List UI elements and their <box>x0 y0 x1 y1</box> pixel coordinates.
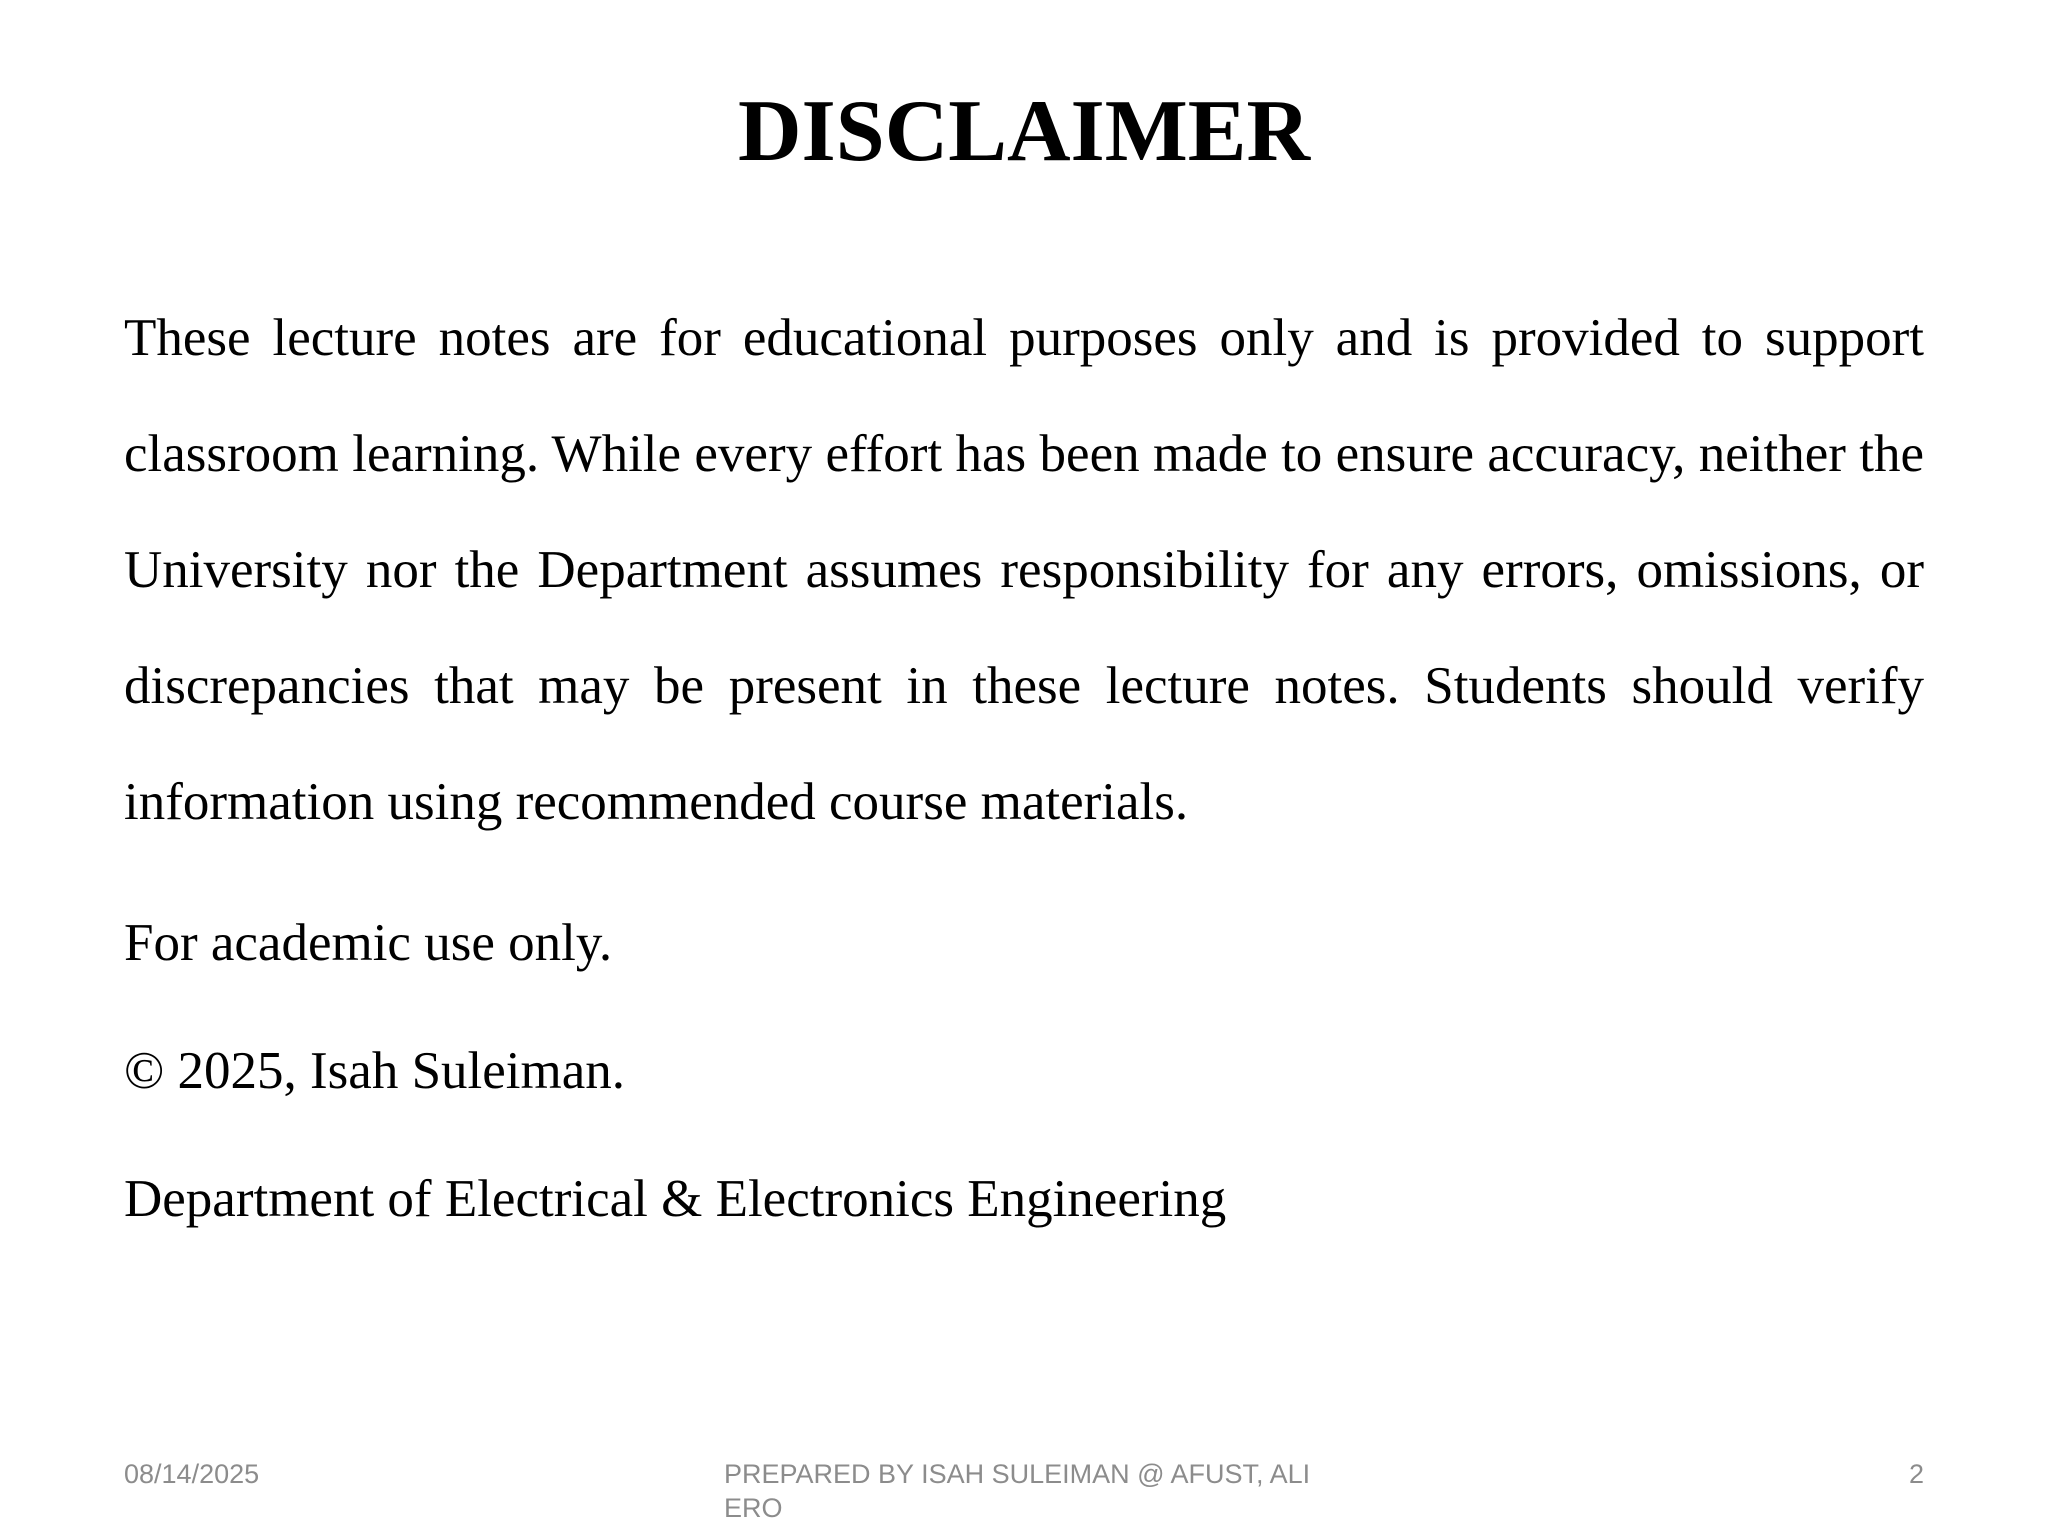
disclaimer-paragraph: These lecture notes are for educational purposes only and is provided to support classroom learning. While every effort has been made to ensure accuracy, neither the University nor the Department assumes responsibility for any errors, omissions, or discrepancies that may be present in these lecture notes. Students should verify information using recommended course materials. <box>124 309 1924 831</box>
academic-use-line: For academic use only. <box>124 914 613 972</box>
footer-date: 08/14/2025 <box>124 1459 260 1489</box>
slide-body <box>124 280 1924 1232</box>
department-line: Department of Electrical & Electronics Engineering <box>124 1170 1227 1228</box>
footer-author: PREPARED BY ISAH SULEIMAN @ AFUST, ALIERO <box>724 1459 1311 1523</box>
slide-title: DISCLAIMER <box>737 83 1311 180</box>
footer-page-number: 2 <box>1908 1459 1924 1489</box>
copyright-line: © 2025, Isah Suleiman. <box>124 1042 626 1100</box>
